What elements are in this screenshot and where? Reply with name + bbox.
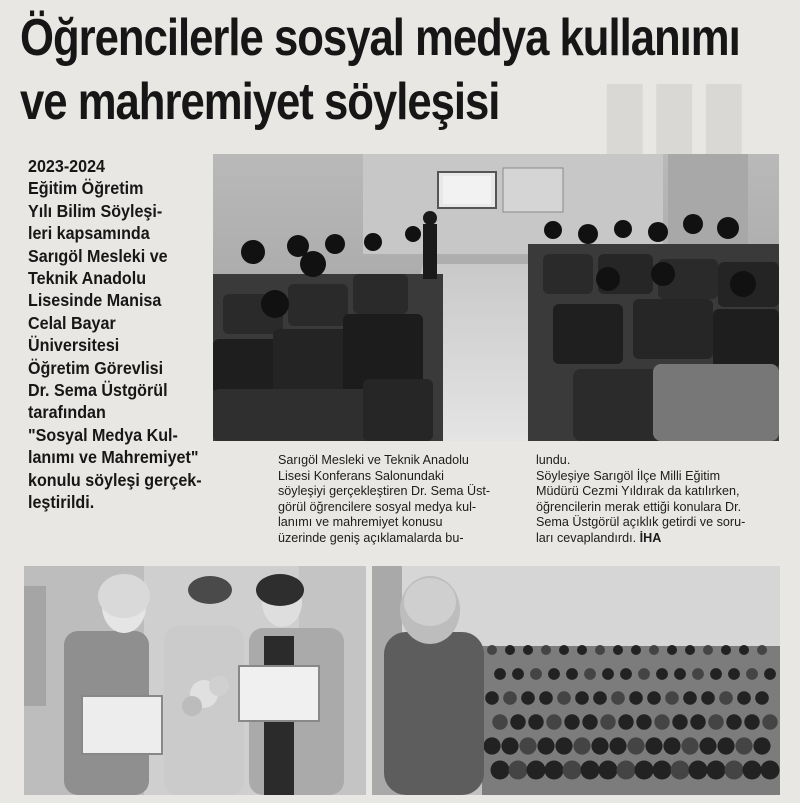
body-column-1-line: Sarıgöl Mesleki ve Teknik Anadolu (278, 453, 469, 467)
body-column-2-line: öğrencilerin merak ettiği konulara Dr. (536, 499, 742, 514)
body-column-1-line: lanımı ve mahremiyet konusu (278, 515, 443, 530)
lead-line: Eğitim Öğretim (28, 178, 144, 199)
body-column-2-line: Müdürü Cezmi Yıldırak da katılırken, (536, 484, 740, 499)
body-column-1-line: Lisesi Konferans Salonundaki (278, 468, 444, 483)
lead-line: tarafından (28, 402, 106, 423)
speakers-photo (24, 566, 366, 795)
headline-line-1: Öğrencilerle sosyal medya kullanımı (20, 9, 740, 67)
agency-credit: İHA (639, 530, 662, 545)
classroom-photo (213, 154, 779, 441)
lead-line: Yılı Bilim Söyleşi- (28, 200, 163, 221)
lead-line: lanımı ve Mahremiyet" (28, 447, 199, 468)
lead-line: Teknik Anadolu (28, 268, 147, 289)
body-column-1 (278, 453, 518, 547)
body-column-2-last-line: ları cevaplandırdı. (536, 530, 637, 545)
lead-line: Celal Bayar (28, 312, 116, 333)
audience-photo (372, 566, 780, 795)
lead-line: 2023-2024 (28, 156, 106, 176)
lead-line: konulu söyleşi gerçek- (28, 469, 202, 490)
body-column-2-line: lundu. (536, 453, 571, 467)
lead-line: Üniversitesi (28, 335, 120, 356)
headline (20, 6, 740, 134)
lead-line: Dr. Sema Üstgörül (28, 380, 168, 401)
body-column-1-line: söyleşiyi gerçekleştiren Dr. Sema Üst- (278, 484, 491, 499)
body-column-2 (536, 453, 786, 547)
lead-line: "Sosyal Medya Kul- (28, 424, 178, 445)
lead-line: Öğretim Görevlisi (28, 357, 164, 378)
lead-line: Sarıgöl Mesleki ve (28, 245, 168, 266)
body-column-1-line: üzerinde geniş açıklamalarda bu- (278, 530, 464, 545)
lead-line: leştirildi. (28, 492, 95, 513)
body-column-2-line: Söyleşiye Sarıgöl İlçe Milli Eğitim (536, 468, 721, 483)
lead-line: Lisesinde Manisa (28, 290, 162, 311)
headline-line-2: ve mahremiyet söyleşisi (20, 73, 500, 131)
bleed-through-text: ▮▮▮ (600, 63, 749, 163)
body-column-1-line: görül öğrencilere sosyal medya kul- (278, 499, 477, 514)
lead-line: leri kapsamında (28, 223, 150, 244)
body-column-2-line: Sema Üstgörül açıklık getirdi ve soru- (536, 515, 746, 530)
lead-paragraph (28, 155, 241, 514)
